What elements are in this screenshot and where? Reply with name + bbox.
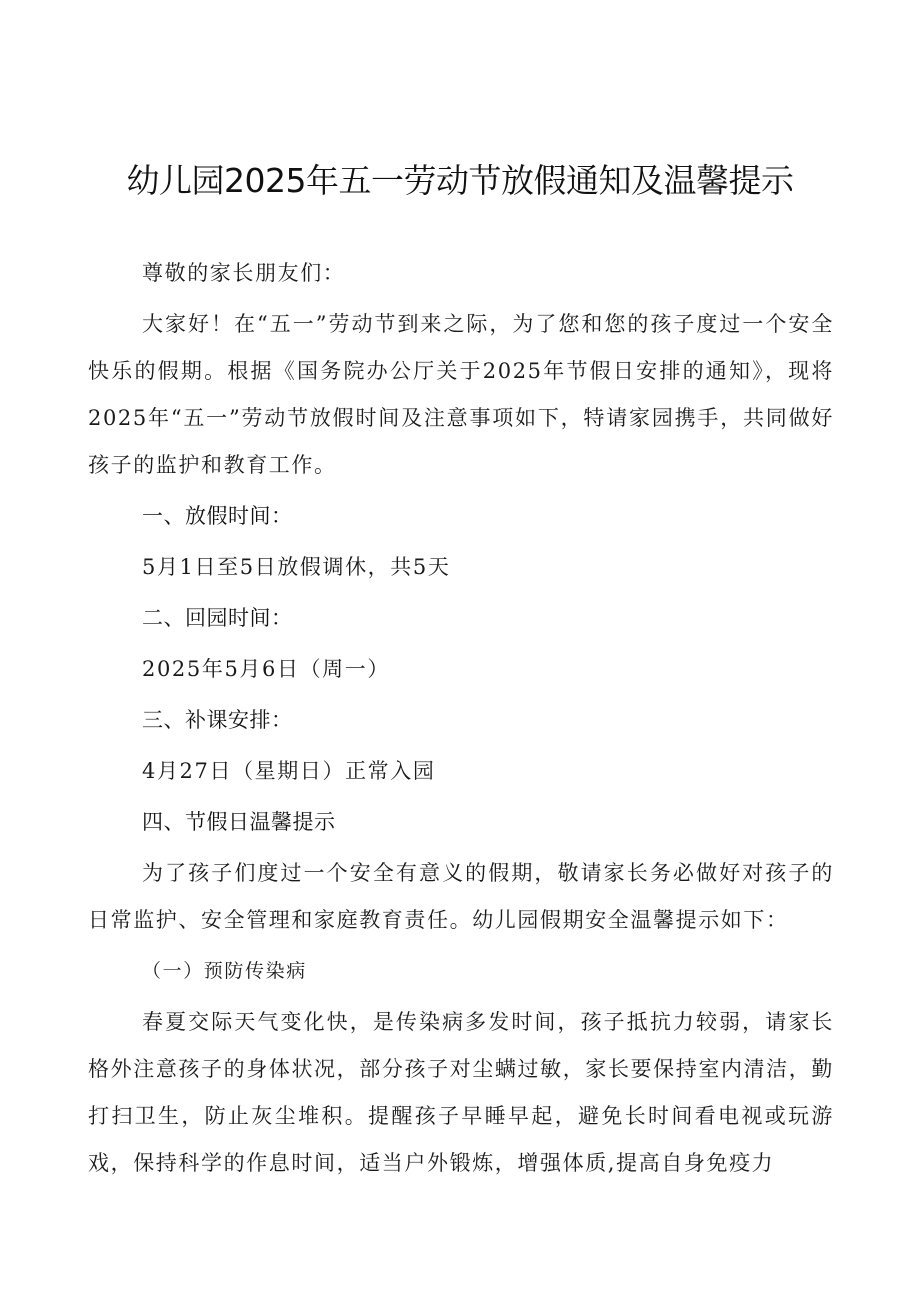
section-content-makeup-class: 4月27日（星期日）正常入园 [142,759,436,783]
section-heading-holiday-time: 一、放假时间： [142,504,293,528]
intro-paragraph: 大家好！在“五一”劳动节到来之际，为了您和您的孩子度过一个安全快乐的假期。根据《国务院办公厅关于2025年节假日安排的通知》，现将2025年“五一”劳动节放假时间及注意事项如下，特请家园携手，共同做好孩子的监护和教育工作。 [88,312,834,477]
section-content-return-time: 2025年5月6日（周一） [142,657,390,681]
document-body [88,250,834,1191]
tips-item-title: （一）预防传染病 [142,960,307,982]
document-title: 幼儿园2025年五一劳动节放假通知及温馨提示 [126,161,794,200]
section-heading-makeup-class: 三、补课安排： [142,708,293,732]
tips-intro-paragraph: 为了孩子们度过一个安全有意义的假期，敬请家长务必做好对孩子的日常监护、安全管理和家庭教育责任。幼儿园假期安全温馨提示如下： [88,861,834,932]
salutation: 尊敬的家长朋友们： [142,261,346,285]
section-content-holiday-time: 5月1日至5日放假调休，共5天 [142,555,451,579]
section-heading-tips: 四、节假日温馨提示 [142,810,336,834]
tips-item-paragraph: 春夏交际天气变化快，是传染病多发时间，孩子抵抗力较弱，请家长格外注意孩子的身体状况，部分孩子对尘螨过敏，家长要保持室内清洁，勤打扫卫生，防止灰尘堆积。提醒孩子早睡早起，避免长时间看电视或玩游戏，保持科学的作息时间，适当户外锻炼，增强体质,提高自身免疫力 [88,1010,834,1175]
section-heading-return-time: 二、回园时间： [142,606,293,630]
